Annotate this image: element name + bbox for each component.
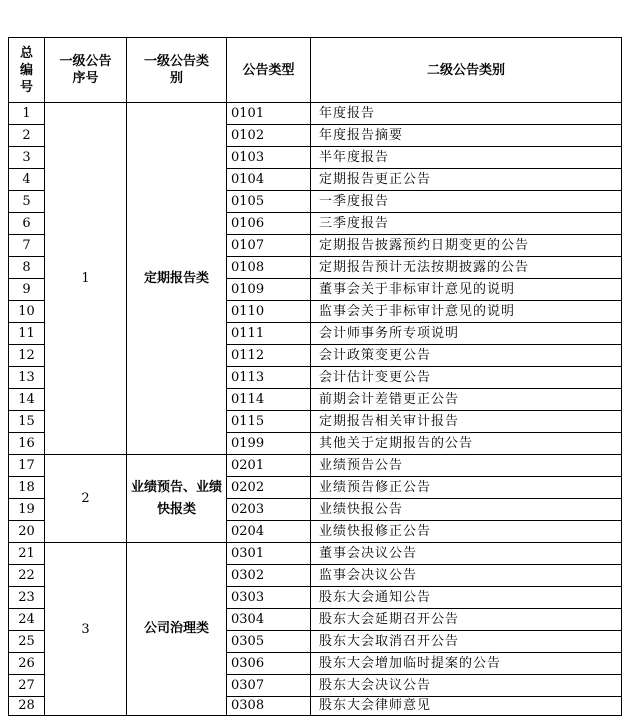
level2-category-cell: 董事会关于非标审计意见的说明 <box>311 279 622 301</box>
level2-category-cell: 业绩预告公告 <box>311 455 622 477</box>
announcement-type-code-cell: 0301 <box>227 543 311 565</box>
header-level2-category: 二级公告类别 <box>311 38 622 103</box>
level2-category-cell: 股东大会律师意见 <box>311 697 622 716</box>
announcement-type-code-cell: 0114 <box>227 389 311 411</box>
announcement-type-code-cell: 0307 <box>227 675 311 697</box>
total-number-cell: 3 <box>9 147 45 169</box>
level2-category-cell: 一季度报告 <box>311 191 622 213</box>
level1-category-cell: 定期报告类 <box>127 103 227 455</box>
level2-category-cell: 年度报告摘要 <box>311 125 622 147</box>
level2-category-cell: 定期报告披露预约日期变更的公告 <box>311 235 622 257</box>
total-number-cell: 6 <box>9 213 45 235</box>
announcement-type-code-cell: 0203 <box>227 499 311 521</box>
total-number-cell: 9 <box>9 279 45 301</box>
level2-category-cell: 股东大会增加临时提案的公告 <box>311 653 622 675</box>
level2-category-cell: 定期报告更正公告 <box>311 169 622 191</box>
announcement-type-code-cell: 0110 <box>227 301 311 323</box>
total-number-cell: 18 <box>9 477 45 499</box>
total-number-cell: 25 <box>9 631 45 653</box>
total-number-cell: 15 <box>9 411 45 433</box>
total-number-cell: 27 <box>9 675 45 697</box>
total-number-cell: 13 <box>9 367 45 389</box>
announcement-type-code-cell: 0308 <box>227 697 311 716</box>
total-number-cell: 2 <box>9 125 45 147</box>
total-number-cell: 4 <box>9 169 45 191</box>
level1-category-cell: 公司治理类 <box>127 543 227 716</box>
announcement-type-code-cell: 0304 <box>227 609 311 631</box>
table-body <box>9 103 622 716</box>
level2-category-cell: 会计估计变更公告 <box>311 367 622 389</box>
total-number-cell: 21 <box>9 543 45 565</box>
level2-category-cell: 其他关于定期报告的公告 <box>311 433 622 455</box>
total-number-cell: 10 <box>9 301 45 323</box>
announcement-type-table <box>8 37 622 716</box>
announcement-type-code-cell: 0305 <box>227 631 311 653</box>
total-number-cell: 8 <box>9 257 45 279</box>
announcement-type-code-cell: 0303 <box>227 587 311 609</box>
level2-category-cell: 年度报告 <box>311 103 622 125</box>
level2-category-cell: 股东大会延期召开公告 <box>311 609 622 631</box>
level2-category-cell: 会计师事务所专项说明 <box>311 323 622 345</box>
total-number-cell: 12 <box>9 345 45 367</box>
level2-category-cell: 股东大会决议公告 <box>311 675 622 697</box>
announcement-type-code-cell: 0103 <box>227 147 311 169</box>
total-number-cell: 20 <box>9 521 45 543</box>
level2-category-cell: 前期会计差错更正公告 <box>311 389 622 411</box>
total-number-cell: 22 <box>9 565 45 587</box>
level1-sequence-cell: 3 <box>45 543 127 716</box>
announcement-type-code-cell: 0115 <box>227 411 311 433</box>
header-level1-sequence: 一级公告序号 <box>45 38 127 103</box>
announcement-type-code-cell: 0306 <box>227 653 311 675</box>
total-number-cell: 24 <box>9 609 45 631</box>
level2-category-cell: 业绩快报公告 <box>311 499 622 521</box>
level1-sequence-cell: 2 <box>45 455 127 543</box>
level2-category-cell: 三季度报告 <box>311 213 622 235</box>
level2-category-cell: 监事会决议公告 <box>311 565 622 587</box>
total-number-cell: 5 <box>9 191 45 213</box>
level2-category-cell: 董事会决议公告 <box>311 543 622 565</box>
announcement-type-code-cell: 0102 <box>227 125 311 147</box>
announcement-type-table-container <box>8 37 622 716</box>
total-number-cell: 16 <box>9 433 45 455</box>
level2-category-cell: 会计政策变更公告 <box>311 345 622 367</box>
total-number-cell: 28 <box>9 697 45 716</box>
level2-category-cell: 业绩预告修正公告 <box>311 477 622 499</box>
announcement-type-code-cell: 0108 <box>227 257 311 279</box>
level1-sequence-cell: 1 <box>45 103 127 455</box>
level2-category-cell: 定期报告相关审计报告 <box>311 411 622 433</box>
table-row <box>9 543 622 565</box>
announcement-type-code-cell: 0106 <box>227 213 311 235</box>
announcement-type-code-cell: 0113 <box>227 367 311 389</box>
announcement-type-code-cell: 0204 <box>227 521 311 543</box>
total-number-cell: 11 <box>9 323 45 345</box>
announcement-type-code-cell: 0302 <box>227 565 311 587</box>
total-number-cell: 17 <box>9 455 45 477</box>
announcement-type-code-cell: 0101 <box>227 103 311 125</box>
level2-category-cell: 股东大会通知公告 <box>311 587 622 609</box>
level2-category-cell: 半年度报告 <box>311 147 622 169</box>
total-number-cell: 1 <box>9 103 45 125</box>
announcement-type-code-cell: 0109 <box>227 279 311 301</box>
announcement-type-code-cell: 0112 <box>227 345 311 367</box>
total-number-cell: 14 <box>9 389 45 411</box>
level1-category-cell: 业绩预告、业绩快报类 <box>127 455 227 543</box>
level2-category-cell: 股东大会取消召开公告 <box>311 631 622 653</box>
level2-category-cell: 定期报告预计无法按期披露的公告 <box>311 257 622 279</box>
header-announcement-type: 公告类型 <box>227 38 311 103</box>
total-number-cell: 7 <box>9 235 45 257</box>
header-row <box>9 38 622 103</box>
announcement-type-code-cell: 0105 <box>227 191 311 213</box>
announcement-type-code-cell: 0107 <box>227 235 311 257</box>
announcement-type-code-cell: 0202 <box>227 477 311 499</box>
level2-category-cell: 业绩快报修正公告 <box>311 521 622 543</box>
total-number-cell: 26 <box>9 653 45 675</box>
total-number-cell: 19 <box>9 499 45 521</box>
total-number-cell: 23 <box>9 587 45 609</box>
header-total-number: 总编号 <box>9 38 45 103</box>
level2-category-cell: 监事会关于非标审计意见的说明 <box>311 301 622 323</box>
announcement-type-code-cell: 0201 <box>227 455 311 477</box>
announcement-type-code-cell: 0199 <box>227 433 311 455</box>
table-row <box>9 103 622 125</box>
header-level1-category: 一级公告类别 <box>127 38 227 103</box>
announcement-type-code-cell: 0111 <box>227 323 311 345</box>
table-row <box>9 455 622 477</box>
announcement-type-code-cell: 0104 <box>227 169 311 191</box>
